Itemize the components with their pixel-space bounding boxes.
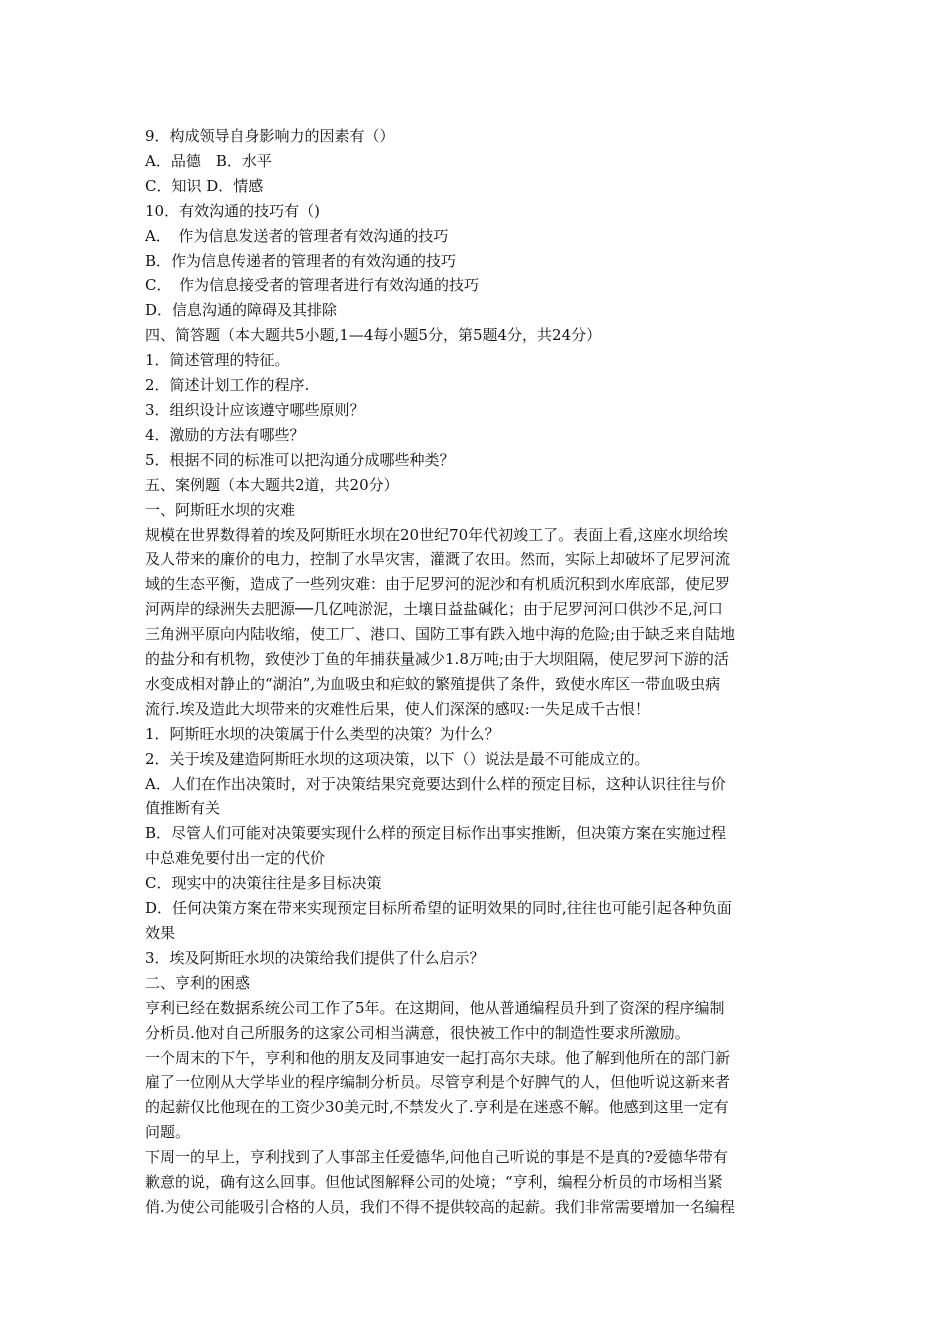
text-line: 1．阿斯旺水坝的决策属于什么类型的决策？为什么？ — [145, 724, 500, 743]
text-line: 效果 — [145, 924, 176, 942]
text-line: 域的生态平衡，造成了一些列灾难：由于尼罗河的泥沙和有机质沉积到水库底部，使尼罗 — [145, 575, 731, 594]
text-line: 2．简述计划工作的程序. — [145, 376, 310, 395]
text-line: B．尽管人们可能对决策要实现什么样的预定目标作出事实推断，但决策方案在实施过程 — [145, 824, 727, 843]
text-line: 水变成相对静止的“湖泊”,为血吸虫和疟蚊的繁殖提供了条件，致使水库区一带血吸虫病 — [145, 674, 721, 693]
document-body — [145, 124, 807, 1220]
text-line: 三角洲平原向内陆收缩，使工厂、港口、国防工事有跌入地中海的危险;由于缺乏来自陆地 — [145, 625, 736, 644]
section-heading: 四、简答题（本大题共5小题,1—4每小题5分，第5题4分，共24分） — [145, 326, 602, 345]
text-line: C．知识 D．情感 — [145, 176, 264, 195]
text-line: 9．构成领导自身影响力的因素有（） — [145, 127, 395, 145]
text-line: 的起薪仅比他现在的工资少30美元时,不禁发火了.亨利是在迷惑不解。他感到这里一定有 — [145, 1098, 729, 1117]
section-heading: 五、案例题（本大题共2道，共20分） — [145, 475, 399, 494]
text-line: 中总难免要付出一定的代价 — [145, 849, 326, 868]
text-line: 的盐分和有机物，致使沙丁鱼的年捕获量减少1.8万吨;由于大坝阻隔，使尼罗河下游的活 — [145, 650, 729, 669]
text-line: 值推断有关 — [145, 799, 221, 818]
text-line: 3．组织设计应该遵守哪些原则？ — [145, 400, 365, 419]
text-line: A．品德 B．水平 — [145, 151, 272, 170]
text-line: 3．埃及阿斯旺水坝的决策给我们提供了什么启示？ — [145, 948, 485, 967]
text-line: C．现实中的决策往往是多目标决策 — [145, 874, 382, 893]
text-line: 10．有效沟通的技巧有（) — [145, 201, 320, 220]
text-line: D．任何决策方案在带来实现预定目标所希望的证明效果的同时,往往也可能引起各种负面 — [145, 899, 732, 918]
text-line: A． 作为信息发送者的管理者有效沟通的技巧 — [145, 226, 449, 245]
text-line: 1．简述管理的特征。 — [145, 351, 290, 370]
text-line: 2．关于埃及建造阿斯旺水坝的这项决策，以下（）说法是最不可能成立的。 — [145, 749, 650, 768]
text-line: 一个周末的下午，亨利和他的朋友及同事迪安一起打高尔夫球。他了解到他所在的部门新 — [145, 1048, 731, 1067]
text-line: 规模在世界数得着的埃及阿斯旺水坝在20世纪70年代初竣工了。表面上看,这座水坝给埃 — [145, 525, 728, 544]
text-line: B．作为信息传递者的管理者的有效沟通的技巧 — [145, 251, 457, 270]
text-line: D．信息沟通的障碍及其排除 — [145, 301, 338, 320]
text-line: 下周一的早上，亨利找到了人事部主任爱德华,问他自己听说的事是不是真的?爱德华带有 — [145, 1148, 728, 1167]
text-line: 流行.埃及造此大坝带来的灾难性后果，使人们深深的感叹:一失足成千古恨！ — [145, 699, 650, 718]
text-line: C． 作为信息接受者的管理者进行有效沟通的技巧 — [145, 276, 479, 295]
text-line: 问题。 — [145, 1123, 191, 1142]
case-title: 二、亨利的困惑 — [145, 973, 251, 992]
text-line: 河两岸的绿洲失去肥源──几亿吨淤泥，土壤日益盐碱化；由于尼罗河河口供沙不足,河口 — [145, 600, 723, 619]
text-line: 雇了一位刚从大学毕业的程序编制分析员。尽管亨利是个好脾气的人，但他听说这新来者 — [145, 1073, 731, 1092]
text-line: 及人带来的廉价的电力，控制了水旱灾害，灌溉了农田。然而，实际上却破坏了尼罗河流 — [145, 550, 731, 569]
text-line: 亨利已经在数据系统公司工作了5年。在这期间，他从普通编程员升到了资深的程序编制 — [145, 998, 725, 1017]
text-line: A．人们在作出决策时，对于决策结果究竟要达到什么样的预定目标，这种认识往往与价 — [145, 774, 726, 793]
text-line: 5．根据不同的标准可以把沟通分成哪些种类？ — [145, 450, 455, 469]
text-line: 分析员.他对自己所服务的这家公司相当满意，很快被工作中的制造性要求所激励。 — [145, 1023, 690, 1042]
case-title: 一、阿斯旺水坝的灾难 — [145, 500, 296, 519]
text-line: 俏.为使公司能吸引合格的人员，我们不得不提供较高的起薪。我们非常需要增加一名编程 — [145, 1197, 735, 1216]
text-line: 4．激励的方法有哪些？ — [145, 425, 305, 444]
text-line: 歉意的说，确有这么回事。但他试图解释公司的处境；“亨利，编程分析员的市场相当紧 — [145, 1173, 723, 1192]
